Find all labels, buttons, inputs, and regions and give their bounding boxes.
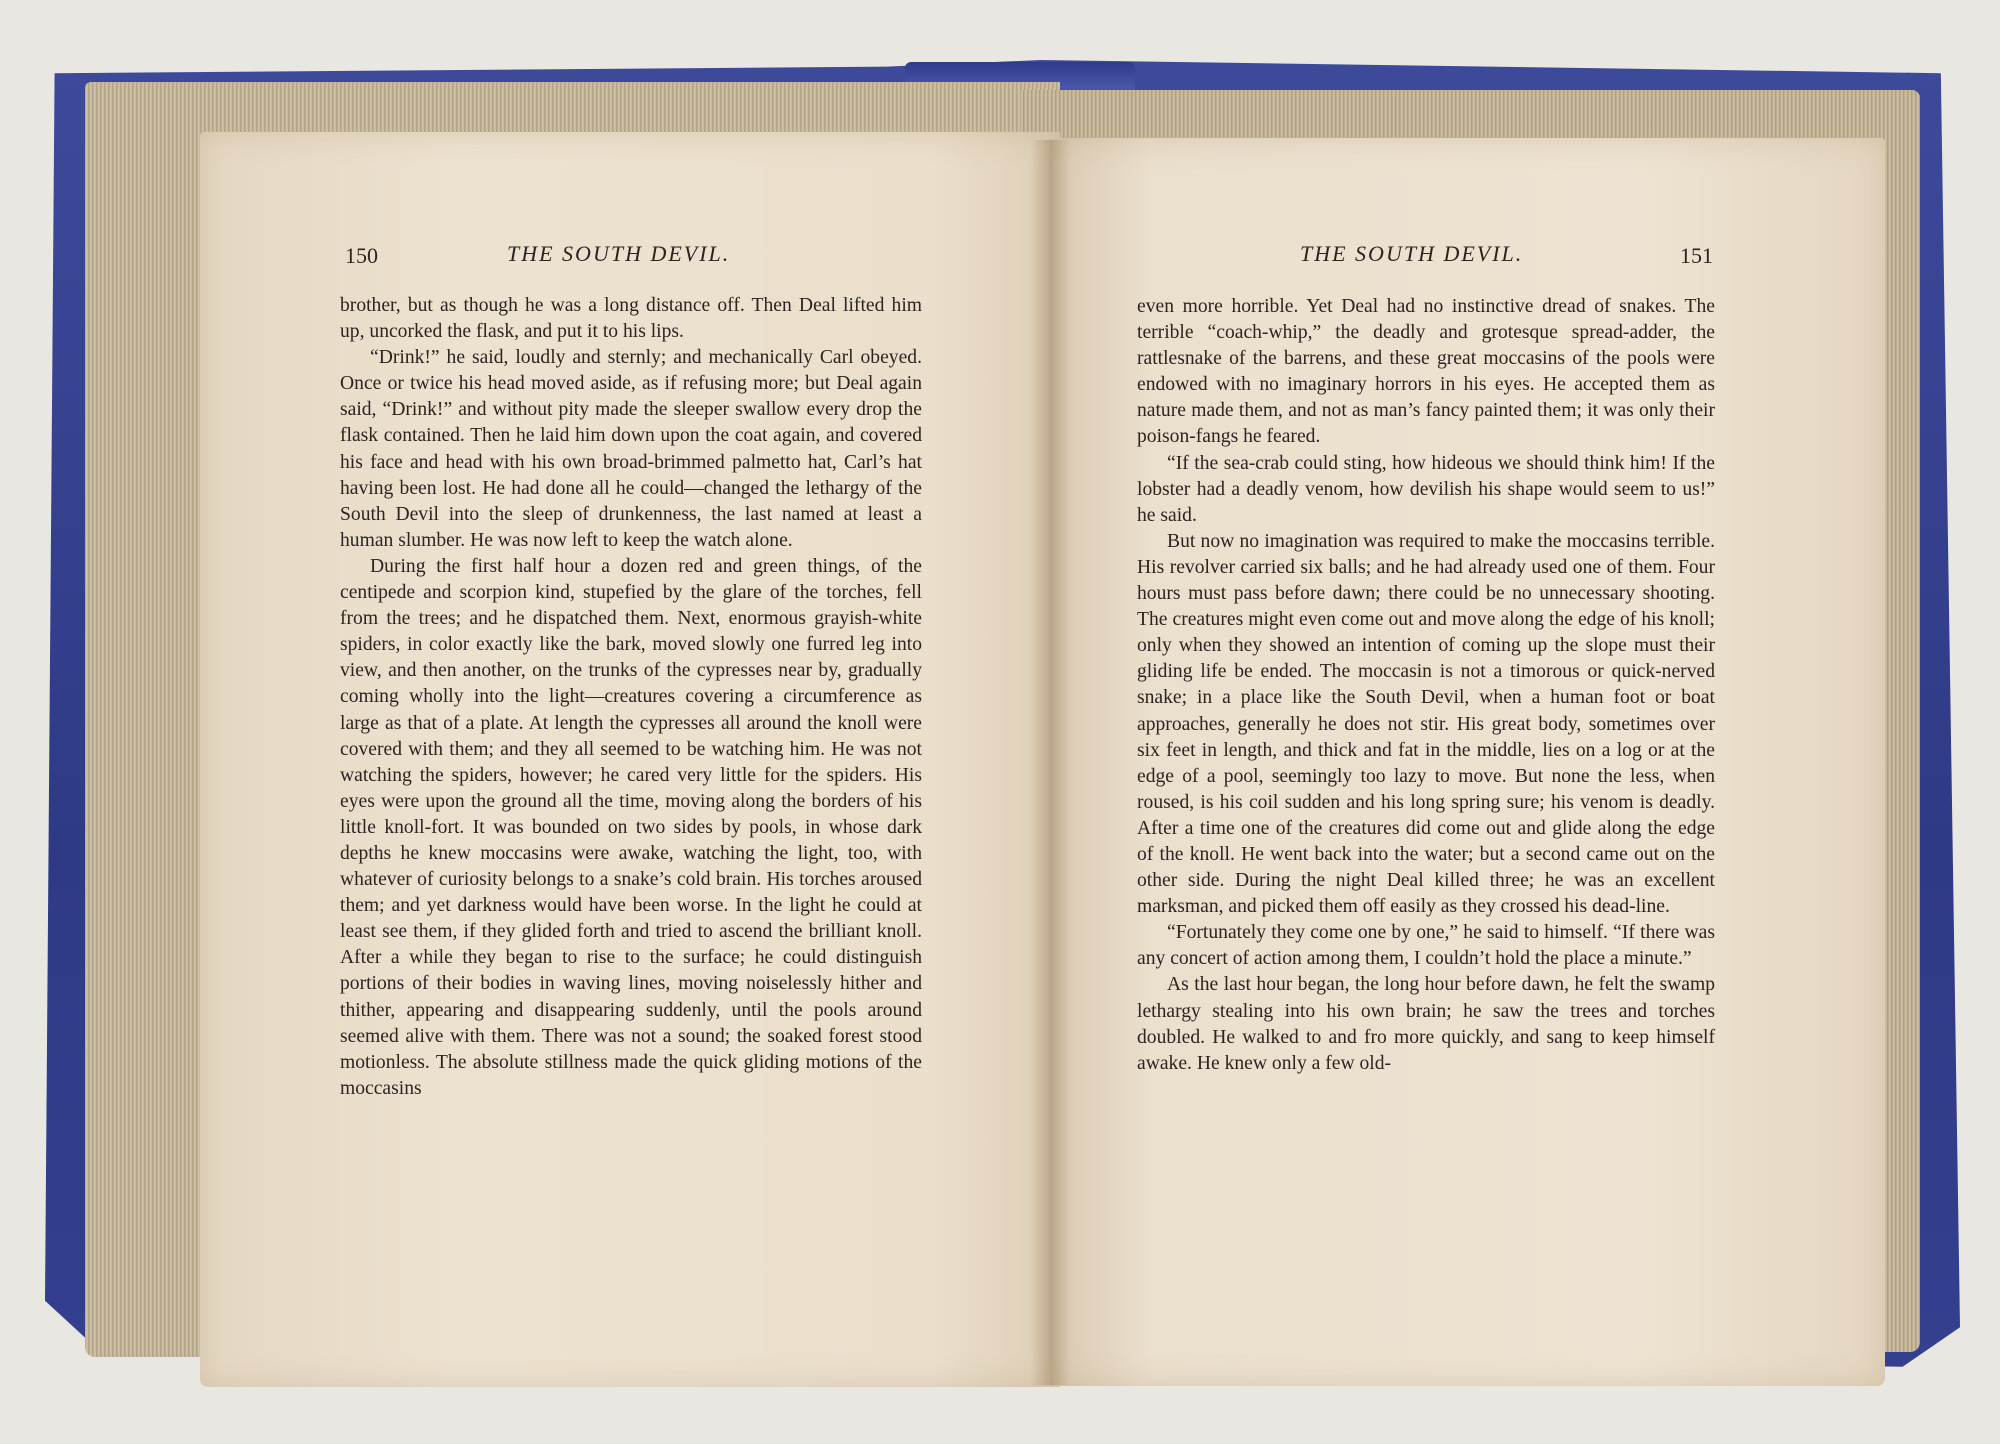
paragraph: But now no imagination was required to make the moccasins terrible. His revolver carried six balls; and he had already used one of them. Four hours must pass before dawn; there could be no unnecessary shooting. The creatures might even come out and move along the edge of his knoll; only when they showed an intention of coming up the slope must their gliding life be ended. The moccasin is not a timorous or quick-nerved snake; in a place like the South Devil, when a human foot or boat approaches, generally he does not stir. His great body, sometimes over six feet in length, and thick and fat in the middle, lies on a log or at the edge of a pool, seemingly too lazy to move. But none the less, when roused, is his coil sudden and his long spring sure; his venom is deadly. After a time one of the creatures did come out and glide along the edge of the knoll. He went back into the water; but a second came out on the other side. During the night Deal killed three; he was an excellent marksman, and picked them off easily as they crossed his dead-line. [1137, 530, 1715, 918]
paragraph: brother, but as though he was a long distance off. Then Deal lifted him up, uncorked the flask, and put it to his lips. [340, 295, 922, 343]
paragraph: even more horrible. Yet Deal had no instinctive dread of snakes. The terrible “coach-whip,” the deadly and grotesque spread-adder, the rattlesnake of the barrens, and these great moccasins of the pools were endowed with no imaginary horrors in his eyes. He accepted them as nature made them, and not as man’s fancy painted them; it was only their poison-fangs he feared. [1137, 296, 1715, 448]
right-running-head: THE SOUTH DEVIL. [1300, 241, 1524, 266]
paragraph: As the last hour began, the long hour before dawn, he felt the swamp lethargy stealing into his own brain; he saw the trees and torches doubled. He walked to and fro more quickly, and sang to keep himself awake. He knew only a few old- [1137, 974, 1715, 1074]
book-gutter [1030, 140, 1070, 1385]
paragraph: “If the sea-crab could sting, how hideous we should think him! If the lobster had a deadly venom, how devilish his shape would seem to us!” he said. [1137, 452, 1715, 526]
paragraph: “Fortunately they come one by one,” he said to himself. “If there was any concert of action among them, I couldn’t hold the place a minute.” [1137, 922, 1715, 970]
right-page-number: 151 [1680, 243, 1713, 268]
left-running-head: THE SOUTH DEVIL. [507, 241, 731, 266]
right-page-text [1137, 294, 1715, 1077]
left-page-text [340, 293, 922, 1102]
paragraph: During the first half hour a dozen red and green things, of the centipede and scorpion kind, stupefied by the glare of the torches, fell from the trees; and he dispatched them. Next, enormous grayish-white spiders, in color exactly like the bark, moved slowly one furred leg into view, and then another, on the trunks of the cypresses near by, gradually coming wholly into the light—creatures covering a circumference as large as that of a plate. At length the cypresses all around the knoll were covered with them; and they all seemed to be watching him. He was not watching the spiders, however; he cared very little for the spiders. His eyes were upon the ground all the time, moving along the borders of his little knoll-fort. It was bounded on two sides by pools, in whose dark depths he knew moccasins were awake, watching the light, too, with whatever of curiosity belongs to a snake’s cold brain. His torches aroused them; and yet darkness would have been worse. In the light he could at least see them, if they glided forth and tried to ascend the brilliant knoll. After a while they began to rise to the surface; he could distinguish portions of their bodies in waving lines, moving noiselessly hither and thither, appearing and disappearing suddenly, until the pools around seemed alive with them. There was not a sound; the soaked forest stood motionless. The absolute stillness made the quick gliding motions of the moccasins [340, 555, 922, 1099]
paragraph: “Drink!” he said, loudly and sternly; and mechanically Carl obeyed. Once or twice his head moved aside, as if refusing more; but Deal again said, “Drink!” and without pity made the sleeper swallow every drop the flask contained. Then he laid him down upon the coat again, and covered his face and head with his own broad-brimmed palmetto hat, Carl’s hat having been lost. He had done all he could—changed the lethargy of the South Devil into the sleep of drunkenness, the last named at least a human slumber. He was now left to keep the watch alone. [340, 347, 922, 551]
left-page-number: 150 [345, 243, 378, 268]
